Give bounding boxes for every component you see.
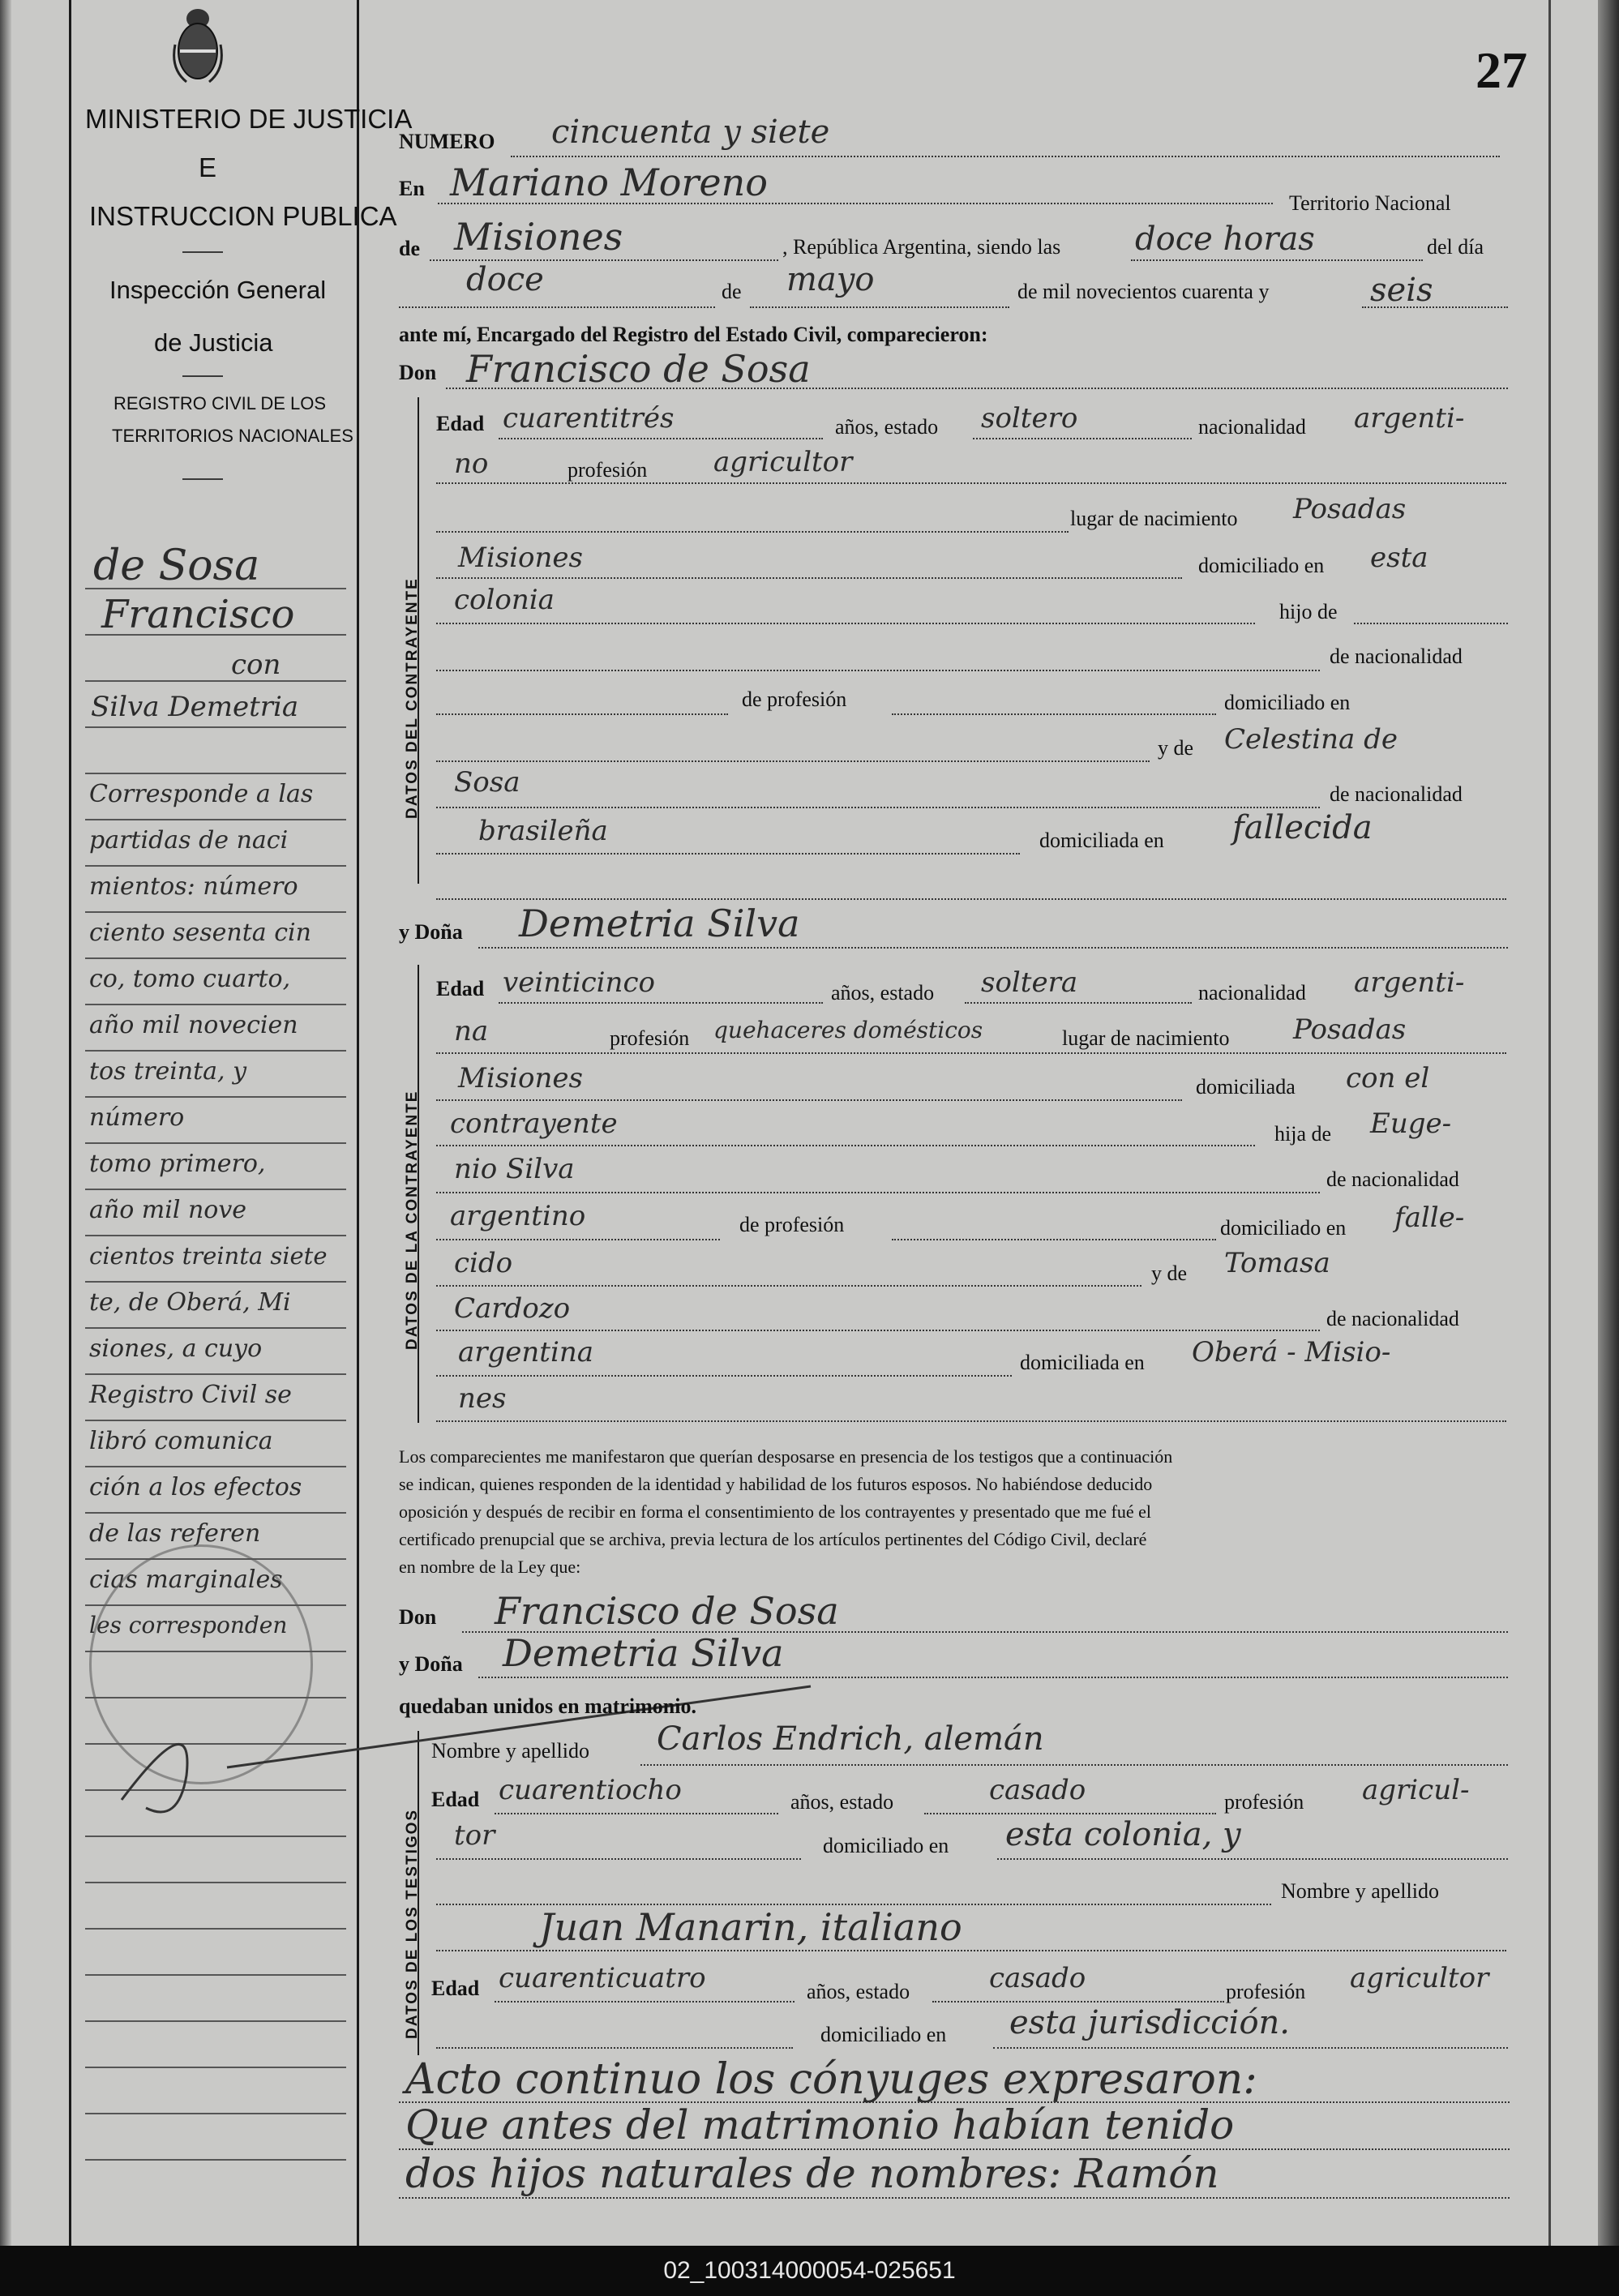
numero-label: NUMERO	[399, 130, 495, 153]
territorio-label: Territorio Nacional	[1289, 191, 1451, 215]
domiciliada-label: domiciliada	[1196, 1075, 1296, 1099]
fill-line	[399, 306, 715, 308]
fill-line	[436, 898, 1506, 900]
inspection-line2: de Justicia	[154, 328, 273, 357]
margin-note: Francisco	[101, 592, 295, 637]
fill-line	[965, 1002, 1192, 1004]
y-de-label: y de	[1158, 736, 1194, 760]
lugar-cont: Misiones	[458, 1062, 583, 1094]
margin-note: partidas de naci	[89, 826, 289, 855]
fill-line	[993, 2047, 1508, 2049]
domiciliada-cont: contrayente	[450, 1107, 618, 1140]
madre-cont: Sosa	[454, 766, 520, 799]
header-divider	[182, 251, 223, 253]
estado-value: soltero	[981, 402, 1078, 435]
fill-line	[436, 1420, 1506, 1422]
nombre2-label: Nombre y apellido	[1281, 1879, 1439, 1903]
margin-note: co, tomo cuarto,	[89, 965, 291, 993]
declaration-line2: se indican, quienes responden de la identidad y habilidad de los futuros esposos. No habiéndose deducido	[399, 1474, 1153, 1494]
madre-value: Tomasa	[1224, 1247, 1330, 1279]
de2-label: de	[722, 280, 742, 303]
margin-note: tos treinta, y	[89, 1057, 247, 1086]
fill-line	[973, 438, 1192, 439]
margin-note: Registro Civil se	[89, 1381, 292, 1409]
madre-value: Celestina de	[1224, 723, 1398, 756]
decl-dona-label: y Doña	[399, 1652, 463, 1676]
fill-line	[436, 1950, 1506, 1951]
fill-line	[511, 156, 1500, 157]
fill-line	[436, 623, 1255, 624]
declaration-line4: certificado prenupcial que se archiva, previa lectura de los artículos pertinentes del Código Civil, declaré	[399, 1529, 1147, 1549]
fill-line	[436, 1375, 1012, 1377]
t2-edad: cuarenticuatro	[499, 1962, 706, 1994]
de-label: de	[399, 237, 420, 260]
anios-estado-label: años, estado	[835, 415, 939, 439]
padre-value: Euge-	[1370, 1107, 1452, 1140]
anio-value: seis	[1370, 272, 1433, 309]
margin-note: te, de Oberá, Mi	[89, 1288, 291, 1317]
edad-value: cuarentitrés	[503, 402, 675, 435]
nacionalidad-value: argenti-	[1354, 402, 1465, 435]
margin-note: ciento sesenta cin	[89, 919, 311, 947]
fill-line	[436, 760, 1150, 762]
edad-label: Edad	[436, 412, 485, 435]
page-left-edge	[0, 0, 11, 2246]
dona-value: Demetria Silva	[519, 902, 800, 945]
fill-line	[924, 1813, 1216, 1814]
margin-note: tomo primero,	[89, 1150, 266, 1178]
mil-label: de mil novecientos cuarenta y	[1017, 280, 1270, 303]
de-nacionalidad2-label: de nacionalidad	[1330, 782, 1463, 806]
header-divider	[182, 375, 223, 377]
t1-edad: cuarentiocho	[499, 1774, 682, 1806]
fill-line	[436, 1192, 1320, 1193]
margin-rule-outer	[69, 0, 71, 2246]
numero-value: cincuenta y siete	[551, 114, 830, 151]
padre-cont: nio Silva	[454, 1153, 575, 1185]
fill-line	[495, 1813, 778, 1814]
fill-line	[436, 1099, 1182, 1101]
padre-nacionalidad: argentino	[450, 1200, 586, 1232]
mes-value: mayo	[786, 261, 875, 298]
fill-line	[640, 1764, 1508, 1766]
de-nacionalidad-label: de nacionalidad	[1330, 645, 1463, 668]
margin-note: de las referen	[89, 1519, 261, 1548]
lugar-label: lugar de nacimiento	[1062, 1026, 1230, 1050]
dona-label: y Doña	[399, 920, 463, 944]
header-divider	[182, 478, 223, 480]
fill-line	[478, 947, 1508, 949]
coat-of-arms-icon	[170, 4, 225, 85]
profesion-value: quehaceres domésticos	[713, 1017, 983, 1043]
unidos-label: quedaban unidos en matrimonio.	[399, 1694, 696, 1718]
fill-line	[495, 2001, 795, 2003]
margin-note: Silva Demetria	[91, 691, 299, 723]
ministry-line3: INSTRUCCION PUBLICA	[89, 201, 397, 231]
edad2-label: Edad	[431, 1977, 480, 2000]
tail-line3: dos hijos naturales de nombres: Ramón	[405, 2150, 1219, 2197]
lugar-cont: Misiones	[458, 542, 583, 574]
madre-domicilio: Oberá - Misio-	[1192, 1336, 1391, 1369]
contrayente-f-side-label: DATOS DE LA CONTRAYENTE	[404, 1090, 421, 1350]
lugar-value: Posadas	[1293, 1013, 1407, 1046]
testigos-side-label: DATOS DE LOS TESTIGOS	[404, 1808, 421, 2039]
fill-line	[892, 713, 1216, 715]
page-number: 27	[1476, 41, 1527, 99]
edad-value: veinticinco	[503, 966, 655, 999]
fill-line	[750, 306, 1009, 308]
fill-line	[436, 2047, 793, 2049]
profesion-label: profesión	[1224, 1790, 1304, 1814]
don-label: Don	[399, 361, 437, 384]
y-de-label: y de	[1151, 1262, 1188, 1285]
de-nacionalidad-label: de nacionalidad	[1326, 1167, 1459, 1191]
profesion2-label: profesión	[1226, 1980, 1306, 2003]
don-value: Francisco de Sosa	[466, 347, 811, 391]
declaration-line5: en nombre de la Ley que:	[399, 1557, 581, 1577]
en-value: Mariano Moreno	[450, 161, 768, 204]
madre-domicilio: fallecida	[1232, 809, 1373, 846]
t1-domicilio: esta colonia, y	[1005, 1816, 1241, 1853]
domiciliado-label: domiciliado en	[823, 1834, 949, 1857]
margin-note: siones, a cuyo	[89, 1334, 263, 1363]
t2-domicilio: esta jurisdicción.	[1009, 2004, 1290, 2041]
profesion-value: agricultor	[713, 446, 853, 478]
contrayente-side-label: DATOS DEL CONTRAYENTE	[404, 577, 421, 819]
estado-value: soltera	[981, 966, 1078, 999]
declaration-line1: Los comparecientes me manifestaron que querían desposarse en presencia de los testigos que a continuación	[399, 1446, 1173, 1467]
t1-estado: casado	[989, 1774, 1086, 1806]
margin-note: de Sosa	[93, 542, 260, 590]
decl-dona-value: Demetria Silva	[503, 1631, 784, 1675]
en-label: En	[399, 177, 425, 200]
lugar-value: Posadas	[1293, 493, 1407, 525]
madre-domicilio-cont: nes	[458, 1382, 507, 1415]
fill-line	[436, 1052, 1506, 1054]
fill-line	[892, 1239, 1216, 1240]
fill-line	[499, 1002, 823, 1004]
fill-line	[997, 1858, 1508, 1860]
anios-estado-label: años, estado	[831, 981, 935, 1004]
fill-line	[436, 1330, 1320, 1331]
de-nacionalidad2-label: de nacionalidad	[1326, 1307, 1459, 1330]
profesion-label: profesión	[610, 1026, 690, 1050]
domiciliado-label: domiciliado en	[1198, 554, 1325, 577]
hijo-label: hijo de	[1279, 600, 1338, 623]
page-right-edge	[1598, 0, 1619, 2246]
domiciliado2-label: domiciliado en	[1224, 691, 1351, 714]
fill-line	[436, 807, 1320, 808]
domiciliado-label: domiciliado en	[1220, 1216, 1347, 1240]
footer-id: 02_100314000054-025651	[663, 2257, 956, 2284]
ante-label: ante mí, Encargado del Registro del Estado Civil, comparecieron:	[399, 323, 988, 346]
scan-id-footer	[0, 2246, 1619, 2296]
nacionalidad-value: argenti-	[1354, 966, 1465, 999]
fill-line	[436, 1145, 1255, 1146]
de-profesion-label: de profesión	[742, 688, 847, 711]
nombre-label: Nombre y apellido	[431, 1739, 589, 1763]
domiciliado-value: esta	[1370, 542, 1428, 574]
margin-note: cias marginales	[89, 1566, 283, 1594]
margin-rule-inner	[357, 0, 359, 2246]
edad-label: Edad	[431, 1788, 480, 1811]
margin-note: año mil nove	[89, 1196, 247, 1224]
edad-label: Edad	[436, 977, 485, 1000]
registry-line1: REGISTRO CIVIL DE LOS	[114, 393, 327, 413]
decl-don-value: Francisco de Sosa	[495, 1589, 839, 1633]
fill-line	[1131, 259, 1423, 261]
inspection-line1: Inspección General	[109, 276, 327, 304]
profesion-label: profesión	[568, 458, 648, 482]
domiciliado-cont: colonia	[454, 584, 555, 616]
fill-line	[436, 1858, 801, 1860]
madre-nacionalidad: argentina	[458, 1336, 594, 1369]
fill-line	[932, 2001, 1224, 2003]
de-profesion-label: de profesión	[739, 1213, 845, 1236]
margin-note: ción a los efectos	[89, 1473, 302, 1501]
madre-nacionalidad: brasileña	[478, 815, 608, 847]
domiciliado2-label: domiciliado en	[820, 2023, 947, 2046]
ministry-line2: E	[199, 152, 217, 182]
t2-nombre: Juan Manarin, italiano	[539, 1905, 962, 1949]
nacionalidad-cont: na	[454, 1015, 489, 1047]
nacionalidad-label: nacionalidad	[1198, 415, 1306, 439]
tail-line2: Que antes del matrimonio habían tenido	[405, 2101, 1235, 2148]
tail-line1: Acto continuo los cónyuges expresaron:	[405, 2055, 1257, 2104]
fill-line	[499, 438, 823, 439]
decl-don-label: Don	[399, 1605, 437, 1629]
anios-estado-label: años, estado	[790, 1790, 894, 1814]
t2-estado: casado	[989, 1962, 1086, 1994]
padre-domicilio: falle-	[1394, 1202, 1465, 1234]
fill-line	[436, 1285, 1141, 1287]
fill-line	[436, 1239, 720, 1240]
domiciliada-label: domiciliada en	[1039, 829, 1164, 852]
del-dia-label: del día	[1427, 235, 1484, 259]
margin-note: libró comunica	[89, 1427, 273, 1455]
de-value: Misiones	[454, 215, 623, 259]
margin-note: año mil novecien	[89, 1011, 298, 1039]
t1-profesion: agricul-	[1362, 1774, 1470, 1806]
dia-value: doce	[466, 261, 544, 298]
madre-cont: Cardozo	[454, 1292, 571, 1325]
ministry-line1: MINISTERIO DE JUSTICIA	[85, 104, 413, 134]
margin-note: mientos: número	[89, 872, 298, 901]
horas-value: doce horas	[1135, 221, 1315, 258]
nacionalidad-cont: no	[454, 448, 489, 480]
declaration-line3: oposición y después de recibir en forma el consentimiento de los contrayentes y presentado que me fué el	[399, 1501, 1151, 1522]
t1-nombre: Carlos Endrich, alemán	[657, 1720, 1044, 1758]
domiciliada2-label: domiciliada en	[1020, 1351, 1145, 1374]
anios-estado2-label: años, estado	[807, 1980, 910, 2003]
t2-profesion: agricultor	[1350, 1962, 1489, 1994]
fill-line	[436, 853, 1020, 855]
margin-note: con	[231, 649, 281, 681]
lugar-label: lugar de nacimiento	[1070, 507, 1238, 530]
fill-line	[436, 577, 1182, 579]
nacionalidad-label: nacionalidad	[1198, 981, 1306, 1004]
domiciliada-value: con el	[1346, 1062, 1430, 1094]
republica-label: , República Argentina, siendo las	[782, 235, 1061, 259]
margin-note: cientos treinta siete	[89, 1242, 328, 1270]
fill-line	[436, 531, 1069, 533]
fill-line	[478, 1677, 1508, 1678]
padre-domicilio-cont: cido	[454, 1247, 513, 1279]
fill-line	[436, 713, 728, 715]
margin-note: les corresponden	[89, 1612, 288, 1638]
fill-line	[436, 670, 1320, 671]
registry-line2: TERRITORIOS NACIONALES	[112, 426, 353, 446]
margin-note: número	[89, 1103, 185, 1132]
fill-line	[436, 482, 1506, 484]
margin-note: Corresponde a las	[89, 780, 314, 808]
right-rule	[1548, 0, 1551, 2246]
fill-line	[399, 2197, 1510, 2199]
hija-label: hija de	[1274, 1122, 1332, 1146]
fill-line	[1354, 623, 1508, 624]
t1-profesion-cont: tor	[454, 1819, 495, 1852]
